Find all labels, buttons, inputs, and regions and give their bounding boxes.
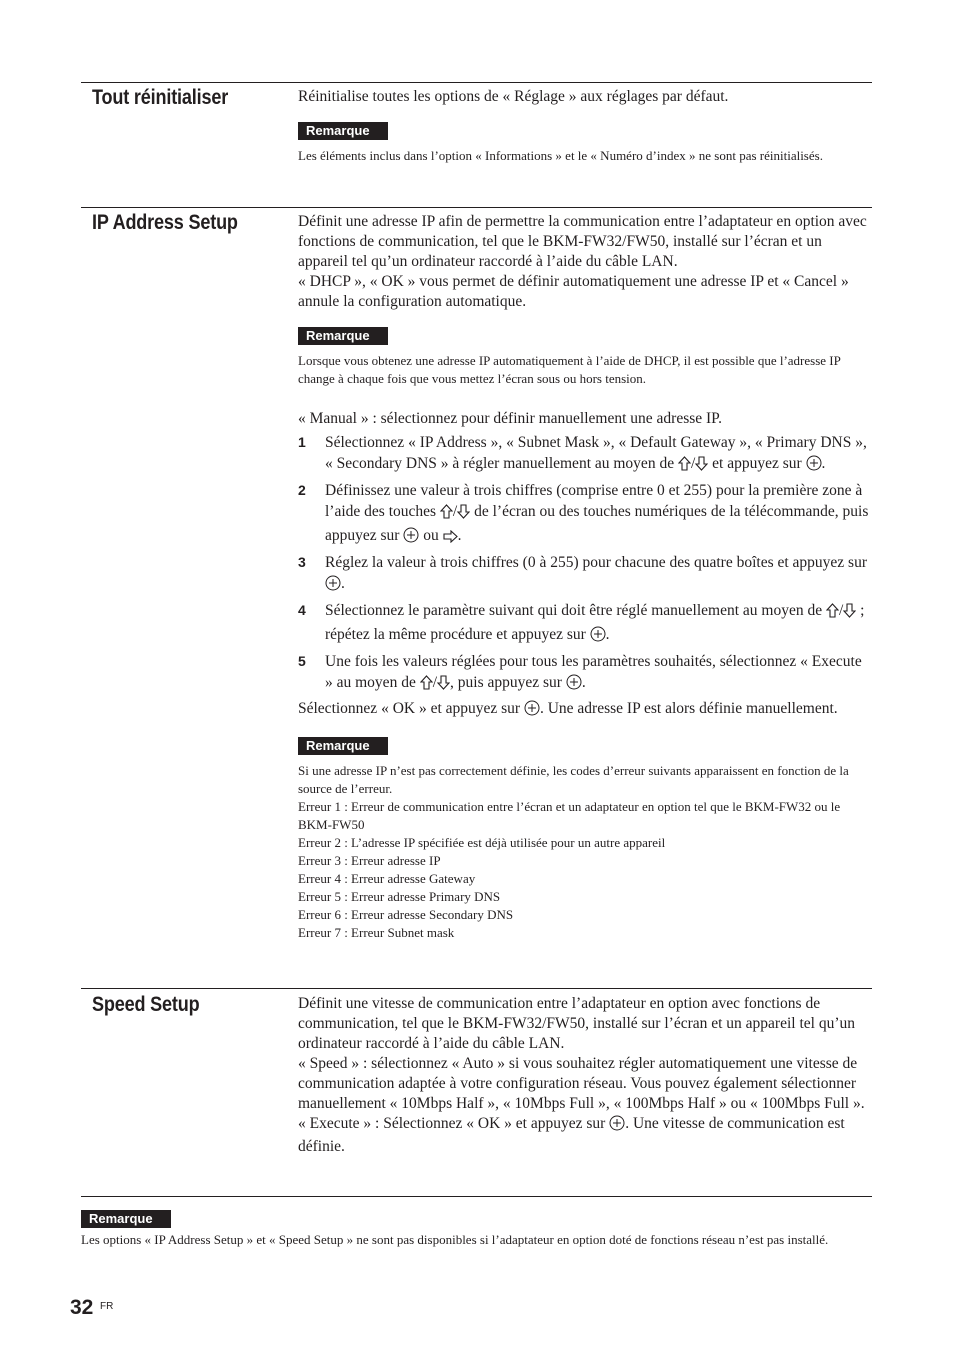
right-arrow-icon xyxy=(443,528,458,549)
footer-note xyxy=(81,1210,872,1249)
ip-note-1: Lorsque vous obtenez une adresse IP automatiquement à l’aide de DHCP, il est possible que l’adresse IP change à chaque fois que vous mettez l’écran sous ou hors tension. xyxy=(298,353,841,386)
step-item: 1 Sélectionnez « IP Address », « Subnet Mask », « Default Gateway », « Primary DNS », « Secondary DNS » à régler manuellement au moyen de / et appuyez sur . xyxy=(298,432,872,477)
ip-manual: « Manual » : sélectionnez pour définir manuellement une adresse IP. xyxy=(298,410,722,427)
step-text: , puis appuyez sur xyxy=(450,674,566,691)
error-line: Erreur 5 : Erreur adresse Primary DNS xyxy=(298,889,501,904)
enter-button-icon xyxy=(566,674,582,696)
ip-error-note xyxy=(298,762,872,942)
section-divider xyxy=(81,988,872,989)
error-intro: Si une adresse IP n’est pas correctement définie, les codes d’erreur suivants apparaissent en fonction de la source de l’erreur. xyxy=(298,763,849,796)
step-number: 3 xyxy=(298,554,306,570)
step-item: 5 Une fois les valeurs réglées pour tous les paramètres souhaités, sélectionnez « Execute » au moyen de / , puis appuyez sur . xyxy=(298,651,872,696)
step-text: ou xyxy=(419,527,443,544)
speed-content xyxy=(298,994,872,1157)
note-label: Remarque xyxy=(81,1210,171,1228)
section-title-ip: IP Address Setup xyxy=(92,211,238,234)
up-arrow-icon xyxy=(420,675,433,696)
after-text: . Une adresse IP est alors définie manuellement. xyxy=(539,700,838,717)
note-label: Remarque xyxy=(298,327,388,345)
enter-button-icon xyxy=(609,1115,625,1137)
error-line: Erreur 7 : Erreur Subnet mask xyxy=(298,925,455,940)
speed-text: . Une vitesse de communication est définie. xyxy=(298,1115,845,1155)
step-text: Sélectionnez le paramètre suivant qui doit être réglé manuellement au moyen de xyxy=(325,602,826,619)
error-line: Erreur 1 : Erreur de communication entre l’écran et un adaptateur en option tel que le BKM-FW32 ou le BKM-FW50 xyxy=(298,799,841,832)
enter-button-icon xyxy=(590,626,606,648)
down-arrow-icon xyxy=(457,504,470,525)
speed-text: « Execute » : Sélectionnez « OK » et appuyez sur xyxy=(298,1115,610,1132)
step-text: . xyxy=(605,626,610,643)
error-line: Erreur 3 : Erreur adresse IP xyxy=(298,853,441,868)
reset-content xyxy=(298,87,872,165)
down-arrow-icon xyxy=(695,456,708,477)
step-number: 1 xyxy=(298,434,306,450)
note-label: Remarque xyxy=(298,122,388,140)
section-divider xyxy=(81,207,872,208)
step-number: 5 xyxy=(298,653,306,669)
step-item: 4 Sélectionnez le paramètre suivant qui doit être réglé manuellement au moyen de / ; répétez la même procédure et appuyez sur . xyxy=(298,600,872,648)
step-text: . xyxy=(821,455,826,472)
after-text: Sélectionnez « OK » et appuyez sur xyxy=(298,700,524,717)
reset-note: Les éléments inclus dans l’option « Informations » et le « Numéro d’index » ne sont pas réinitialisés. xyxy=(298,148,823,163)
speed-p3 xyxy=(298,1114,872,1157)
section-divider xyxy=(81,1196,872,1197)
error-line: Erreur 4 : Erreur adresse Gateway xyxy=(298,871,476,886)
note-label: Remarque xyxy=(298,737,388,755)
footer-note-text: Les options « IP Address Setup » et « Speed Setup » ne sont pas disponibles si l’adaptateur en option doté de fonctions réseau n’est pas installé. xyxy=(81,1232,829,1247)
page-number: 32 xyxy=(70,1296,94,1319)
enter-button-icon xyxy=(806,455,822,477)
step-text: Une fois les valeurs réglées pour tous les paramètres souhaités, sélectionnez « Execute » au moyen de xyxy=(325,653,862,691)
error-line: Erreur 2 : L’adresse IP spécifiée est déjà utilisée pour un autre appareil xyxy=(298,835,666,850)
step-text: et appuyez sur xyxy=(708,455,806,472)
step-text: ; répétez la même procédure et appuyez sur xyxy=(325,602,865,643)
up-arrow-icon xyxy=(678,456,691,477)
up-arrow-icon xyxy=(440,504,453,525)
ip-intro-1: Définit une adresse IP afin de permettre la communication entre l’adaptateur en option avec fonctions de communication, tel que le BKM-FW32/FW50, installé sur l’écran et un appareil tel qu’un ordinateur raccordé à l’aide du câble LAN. xyxy=(298,213,867,270)
step-text: Sélectionnez « IP Address », « Subnet Mask », « Default Gateway », « Primary DNS », « Secondary DNS » à régler manuellement au moyen de xyxy=(325,434,867,472)
step-item xyxy=(298,552,872,597)
down-arrow-icon xyxy=(437,675,450,696)
enter-button-icon xyxy=(524,700,540,722)
ip-steps xyxy=(298,432,872,696)
step-text: Définissez une valeur à trois chiffres (comprise entre 0 et 255) pour la première zone à l’aide des touches xyxy=(325,482,863,520)
step-item: 2 Définissez une valeur à trois chiffres (comprise entre 0 et 255) pour la première zone à l’aide des touches / de l’écran ou des touches numériques de la télécommande, puis appuyez sur ou . xyxy=(298,480,872,549)
down-arrow-icon xyxy=(843,603,856,624)
section-title-reset: Tout réinitialiser xyxy=(92,86,229,109)
enter-button-icon xyxy=(403,527,419,549)
step-number: 2 xyxy=(298,482,306,498)
step-number: 4 xyxy=(298,602,306,618)
ip-intro-2: « DHCP », « OK » vous permet de définir automatiquement une adresse IP et « Cancel » annule la configuration automatique. xyxy=(298,273,849,310)
speed-p2: « Speed » : sélectionnez « Auto » si vous souhaitez régler automatiquement une vitesse de communication adaptée à votre configuration réseau. Vous pouvez également sélectionner manuellement « 10Mbps Half », « 10Mbps Full », « 100Mbps Half » ou « 100Mbps Full ». xyxy=(298,1055,865,1112)
speed-p1: Définit une vitesse de communication entre l’adaptateur en option avec fonctions de communication, tel que le BKM-FW32/FW50, installé sur l’écran et un appareil tel qu’un ordinateur raccordé à l’aide du câble LAN. xyxy=(298,995,855,1052)
step-text: . xyxy=(457,527,462,544)
step-text: Réglez la valeur à trois chiffres (0 à 255) pour chacune des quatre boîtes et appuyez sur xyxy=(325,554,868,571)
section-title-speed: Speed Setup xyxy=(92,993,200,1016)
up-arrow-icon xyxy=(826,603,839,624)
ip-after-steps xyxy=(298,699,872,722)
reset-body: Réinitialise toutes les options de « Réglage » aux réglages par défaut. xyxy=(298,88,729,105)
enter-button-icon xyxy=(325,575,341,597)
step-text: . xyxy=(581,674,586,691)
section-divider xyxy=(81,82,872,83)
step-text: de l’écran ou des touches numériques de la télécommande, puis appuyez sur xyxy=(325,503,869,544)
ip-content xyxy=(298,212,872,942)
error-line: Erreur 6 : Erreur adresse Secondary DNS xyxy=(298,907,514,922)
page-language: FR xyxy=(100,1301,114,1312)
step-text: . xyxy=(341,575,345,592)
